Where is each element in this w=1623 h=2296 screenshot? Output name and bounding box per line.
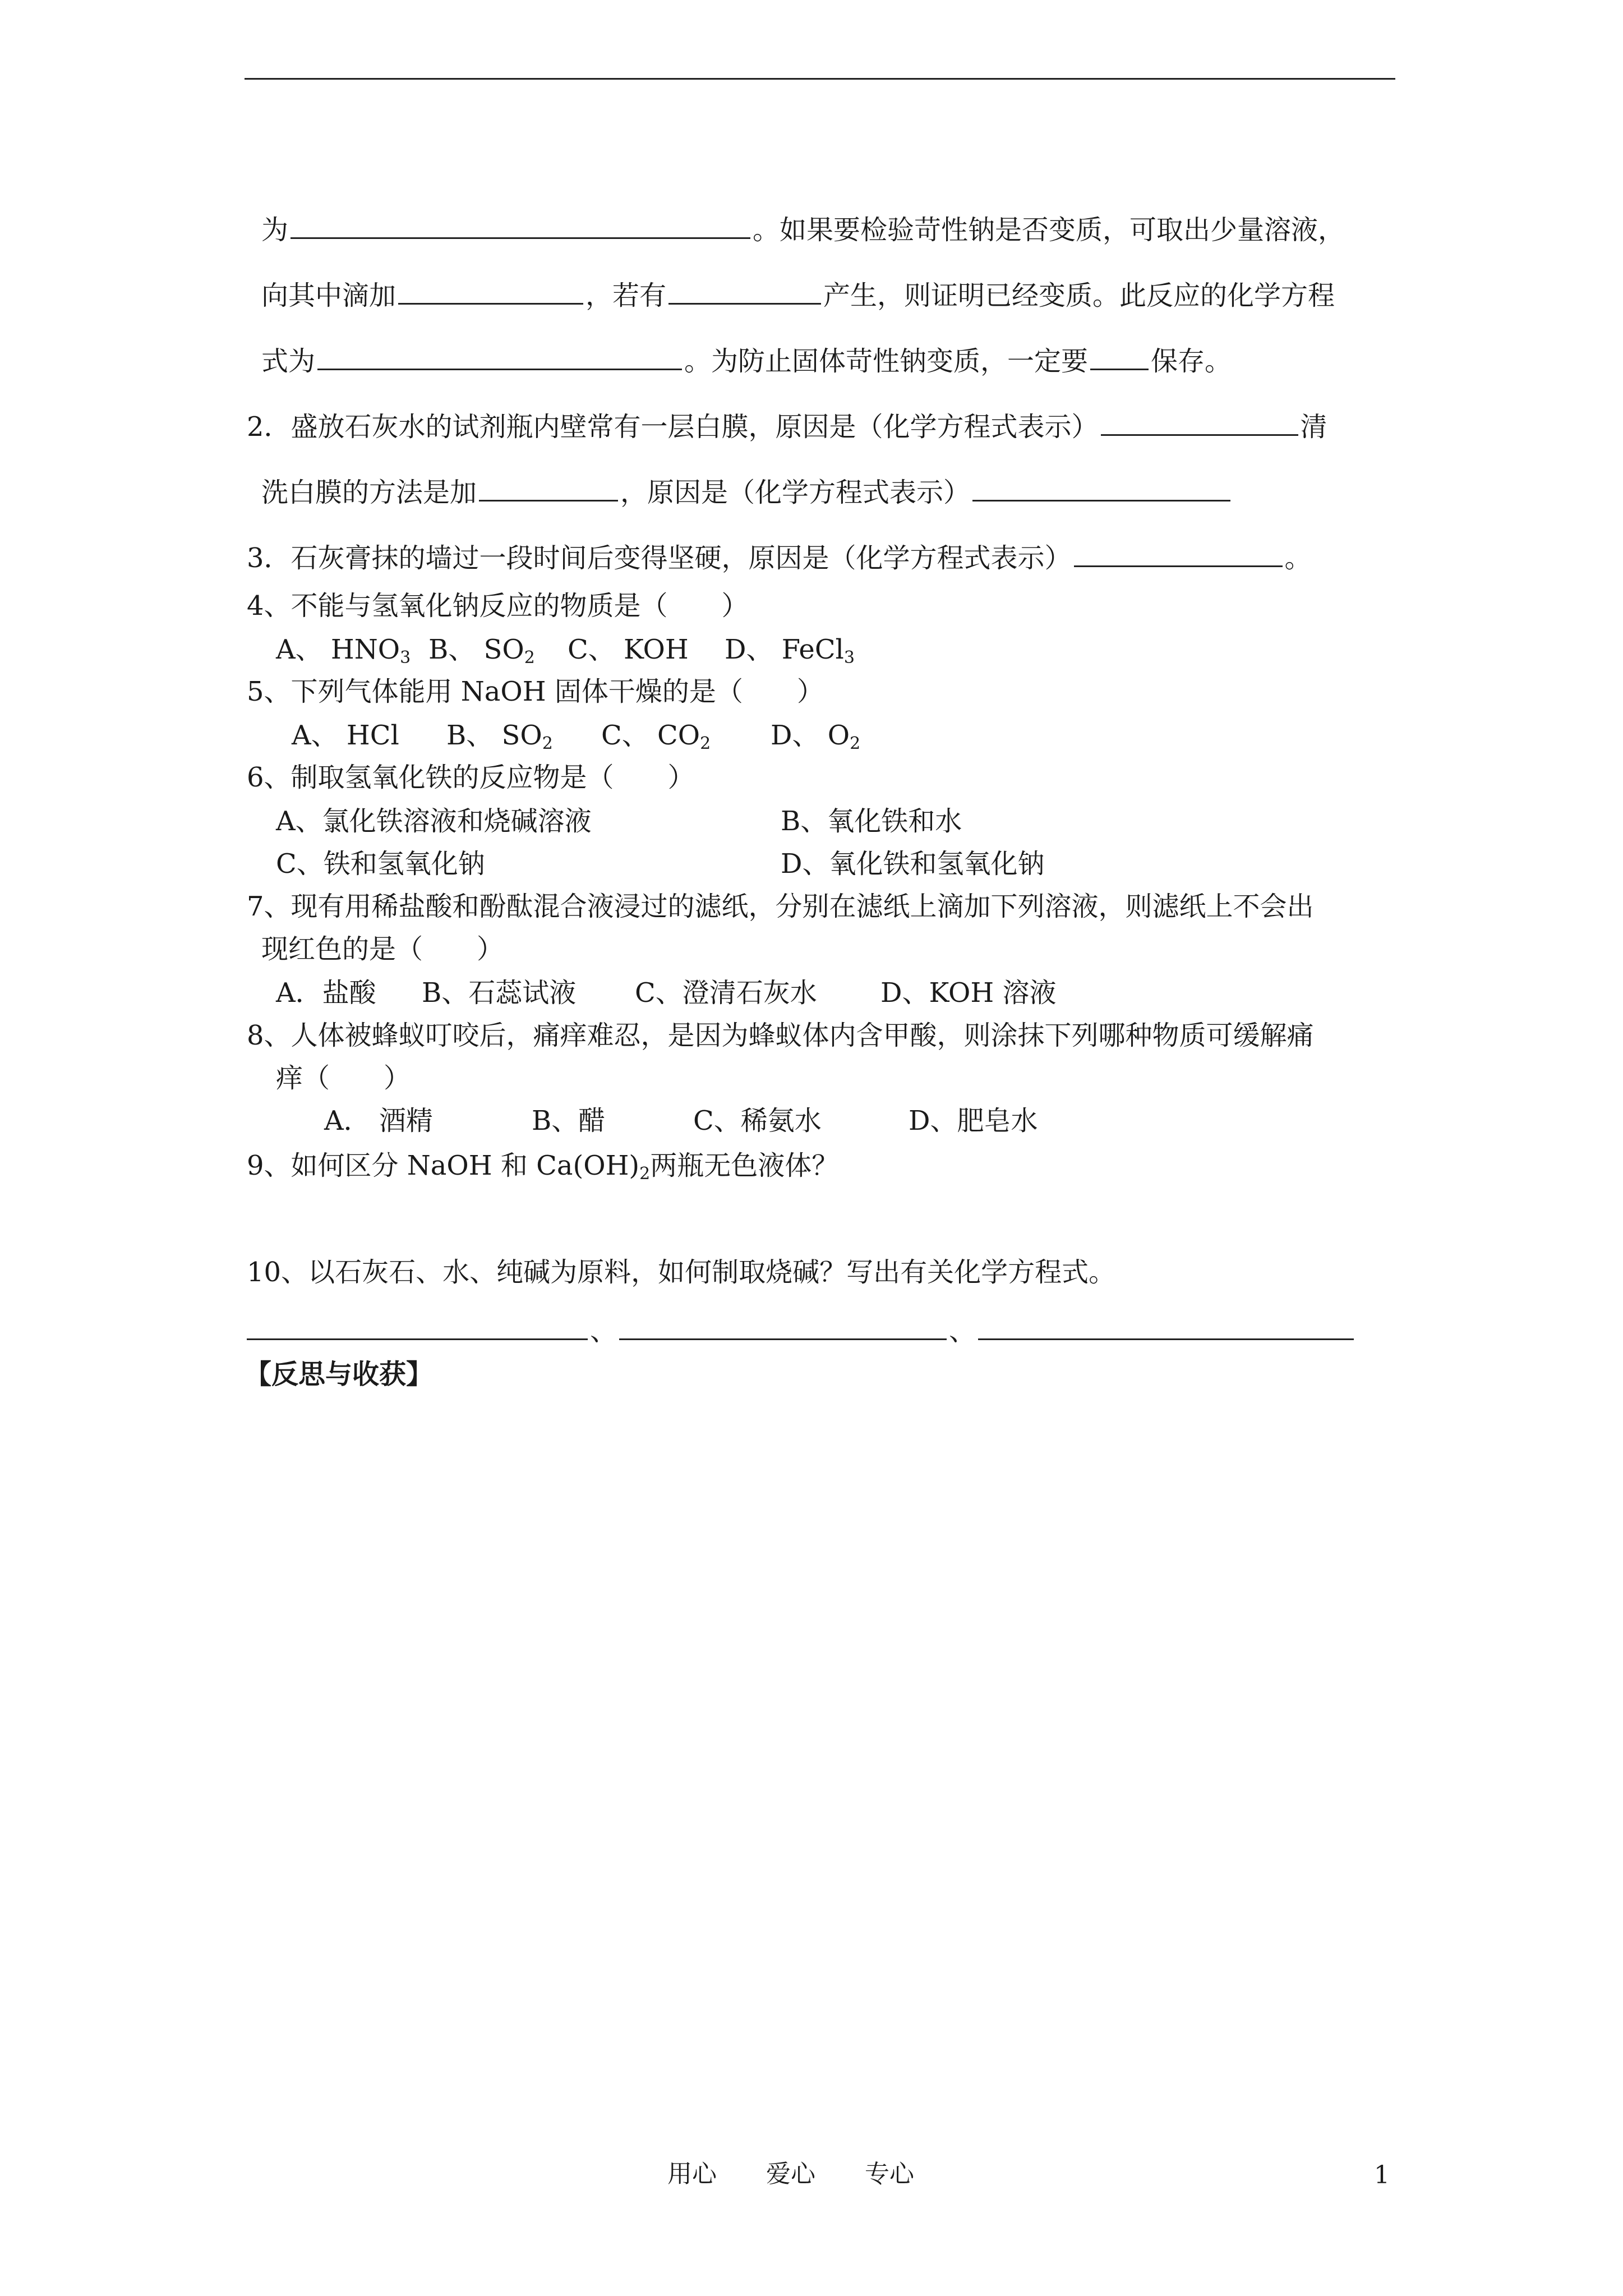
q1-text: 保存。 (1151, 346, 1232, 377)
q5-option-c[interactable] (601, 719, 711, 752)
q4-option-b[interactable] (428, 633, 535, 666)
q1-answer-blank-5[interactable] (1090, 342, 1149, 370)
q10-separator: 、 (590, 1315, 617, 1347)
q5-option-b[interactable] (446, 719, 553, 752)
q4-option-a-label: A、 HNO (276, 634, 400, 665)
q2-text: 清 (1300, 411, 1327, 443)
q1-text: 为 (261, 214, 289, 246)
q2-answer-blank-3[interactable] (972, 473, 1230, 501)
q4-option-d[interactable] (725, 633, 855, 666)
q8-option-d[interactable]: D、肥皂水 (909, 1105, 1038, 1137)
q10-answer-line (247, 1312, 1356, 1345)
q9-subscript: 2 (639, 1164, 651, 1184)
q8-option-a[interactable]: A． 酒精 (324, 1105, 433, 1137)
footer-motto: 用心 爱心 专心 (667, 2160, 914, 2188)
q3-text: 。 (1284, 542, 1312, 574)
q8-stem-line-1: 8、人体被蜂蚁叮咬后，痛痒难忍，是因为蜂蚁体内含甲酸，则涂抹下列哪种物质可缓解痛 (247, 1020, 1314, 1051)
q1-text: ，若有 (585, 280, 667, 311)
q5-option-b-label: B、 SO (446, 720, 542, 751)
q7-option-d[interactable]: D、KOH 溶液 (880, 977, 1057, 1009)
reflection-heading: 【反思与收获】 (245, 1359, 434, 1390)
q5-option-b-subscript: 2 (542, 734, 553, 753)
q3-answer-blank[interactable] (1074, 539, 1283, 567)
q8-stem-line-2: 痒（ ） (276, 1062, 411, 1094)
q6-option-d[interactable]: D、氧化铁和氢氧化钠 (781, 848, 1045, 880)
q6-option-b[interactable]: B、氧化铁和水 (781, 806, 962, 837)
q1-answer-blank-2[interactable] (398, 276, 583, 305)
q7-option-c[interactable]: C、澄清石灰水 (635, 977, 817, 1009)
q4-stem: 4、不能与氢氧化钠反应的物质是（ ） (247, 590, 749, 622)
q1-line-2 (261, 276, 1335, 310)
q5-option-c-subscript: 2 (700, 734, 711, 753)
q4-option-c[interactable] (568, 633, 689, 666)
q3-text: 3．石灰膏抹的墙过一段时间后变得坚硬，原因是（化学方程式表示） (247, 542, 1072, 574)
q5-stem: 5、下列气体能用 NaOH 固体干燥的是（ ） (247, 676, 824, 707)
q1-answer-blank-3[interactable] (668, 276, 821, 305)
q4-option-a[interactable] (276, 633, 411, 666)
q4-option-c-label: C、 KOH (568, 634, 689, 665)
q9-text: 9、如何区分 NaOH 和 Ca(OH) (247, 1150, 640, 1181)
q10-answer-blank-2[interactable] (619, 1312, 947, 1340)
q5-option-d-label: D、 O (771, 720, 850, 751)
q4-option-b-subscript: 2 (524, 648, 535, 668)
q1-answer-blank-4[interactable] (317, 342, 682, 370)
q1-text: 产生，则证明已经变质。此反应的化学方程 (823, 280, 1335, 311)
q2-line-1 (247, 407, 1327, 441)
q4-option-a-subscript: 3 (400, 648, 411, 668)
q1-text: 。为防止固体苛性钠变质，一定要 (684, 346, 1089, 377)
q4-option-d-label: D、 FeCl (725, 634, 844, 665)
q10-stem: 10、以石灰石、水、纯碱为原料，如何制取烧碱？写出有关化学方程式。 (247, 1257, 1116, 1288)
q5-option-a-label: A、 HCl (292, 720, 399, 751)
q1-text: 式为 (261, 346, 316, 377)
q1-text: 。如果要检验苛性钠是否变质，可取出少量溶液， (753, 214, 1345, 246)
q1-text: 向其中滴加 (261, 280, 396, 311)
q5-option-d[interactable] (771, 719, 860, 752)
q10-separator: 、 (949, 1315, 976, 1347)
q2-text: ，原因是（化学方程式表示） (620, 477, 971, 508)
q5-option-c-label: C、 CO (601, 720, 700, 751)
q6-option-a[interactable]: A、氯化铁溶液和烧碱溶液 (276, 806, 592, 837)
q9-text: 两瓶无色液体？ (650, 1150, 839, 1181)
page-number: 1 (1374, 2161, 1390, 2189)
q10-answer-blank-1[interactable] (247, 1312, 588, 1340)
q10-answer-blank-3[interactable] (978, 1312, 1354, 1340)
q7-stem-line-1: 7、现有用稀盐酸和酚酞混合液浸过的滤纸，分别在滤纸上滴加下列溶液，则滤纸上不会出 (247, 891, 1314, 922)
q4-option-b-label: B、 SO (428, 634, 524, 665)
q8-option-c[interactable]: C、稀氨水 (693, 1105, 822, 1137)
q9-stem (247, 1149, 838, 1182)
q2-answer-blank-2[interactable] (479, 473, 618, 501)
q2-text: 洗白膜的方法是加 (261, 477, 477, 508)
q7-option-b[interactable]: B、石蕊试液 (422, 977, 577, 1009)
q5-option-a[interactable] (292, 719, 399, 752)
q2-text: 2．盛放石灰水的试剂瓶内壁常有一层白膜，原因是（化学方程式表示） (247, 411, 1099, 443)
q1-line-1 (261, 210, 1345, 244)
q2-answer-blank-1[interactable] (1101, 407, 1298, 436)
q2-line-2 (261, 473, 1233, 507)
q6-option-c[interactable]: C、铁和氢氧化钠 (276, 848, 485, 880)
header-rule (245, 78, 1395, 80)
q7-stem-line-2: 现红色的是（ ） (261, 933, 504, 965)
q1-line-3 (261, 342, 1232, 375)
q5-option-d-subscript: 2 (850, 734, 861, 753)
q1-answer-blank-1[interactable] (291, 210, 750, 239)
q4-option-d-subscript: 3 (843, 648, 855, 668)
q6-stem: 6、制取氢氧化铁的反应物是（ ） (247, 762, 695, 793)
q7-option-a[interactable]: A．盐酸 (276, 977, 376, 1009)
q8-option-b[interactable]: B、醋 (532, 1105, 606, 1137)
q3-line (247, 539, 1312, 572)
